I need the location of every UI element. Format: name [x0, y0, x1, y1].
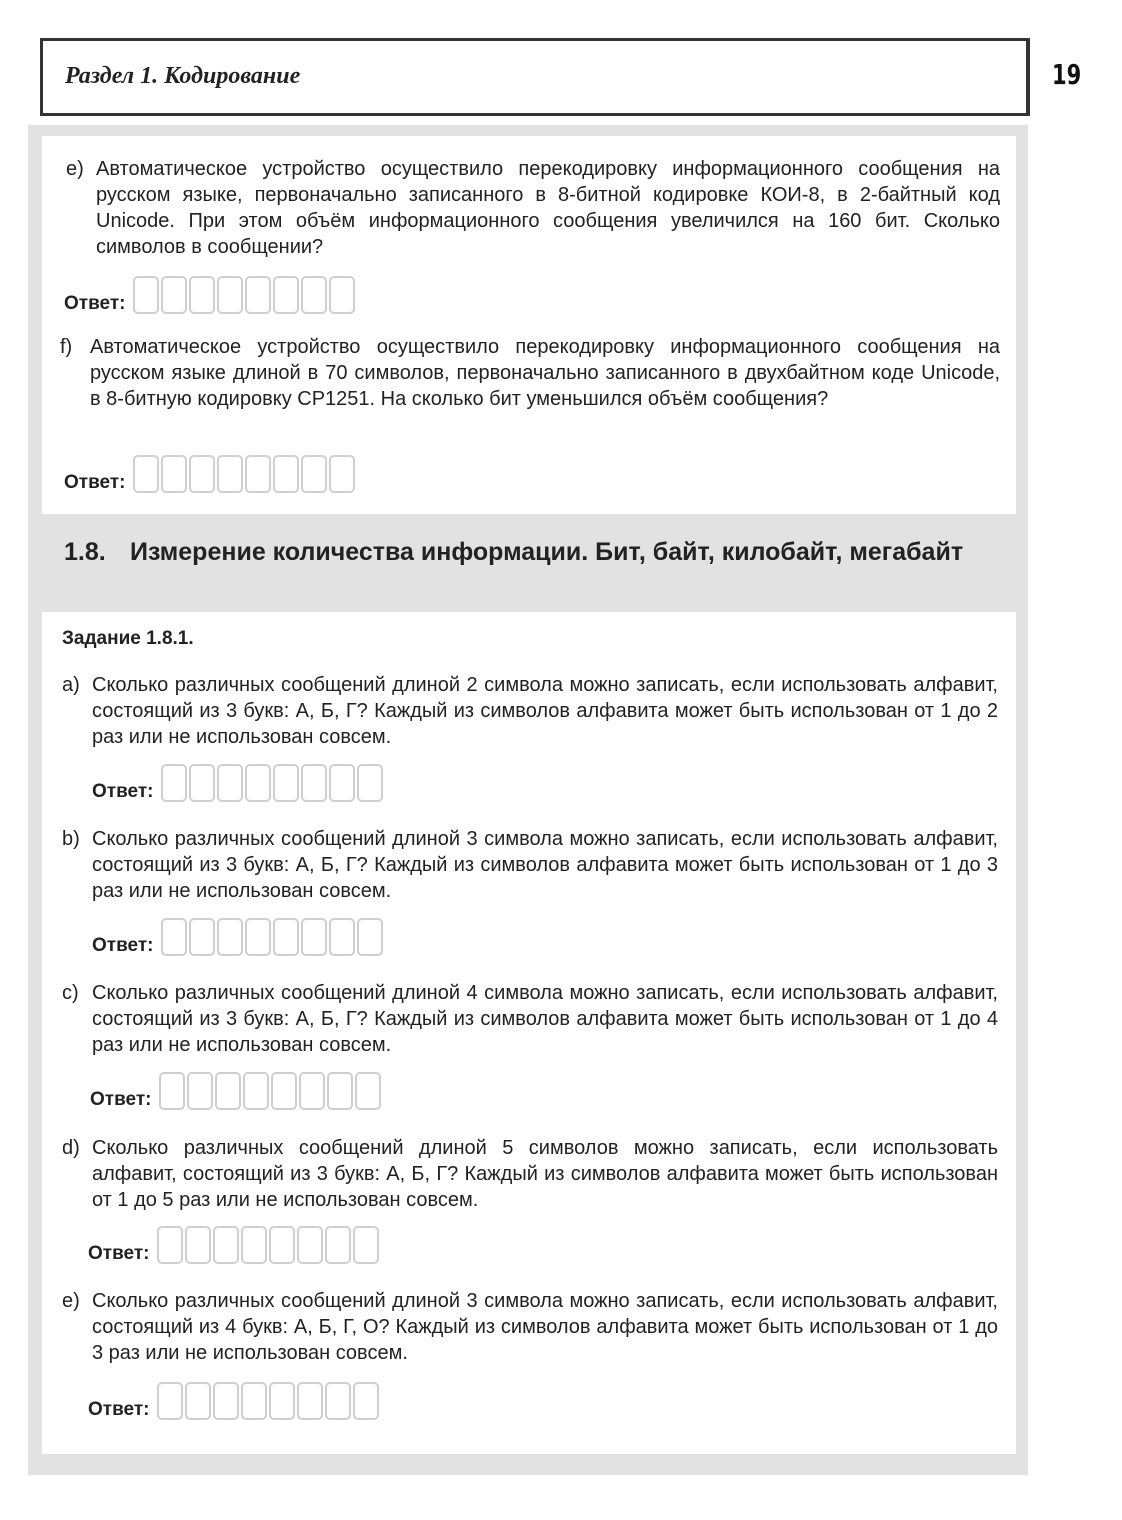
answer-cell[interactable] [353, 1226, 379, 1264]
answer-cell[interactable] [189, 276, 215, 314]
answer-cells[interactable] [157, 1226, 381, 1264]
answer-cell[interactable] [269, 1382, 295, 1420]
answer-cell[interactable] [187, 1072, 213, 1110]
answer-cell[interactable] [271, 1072, 297, 1110]
answer-cell[interactable] [299, 1072, 325, 1110]
answer-cell[interactable] [133, 455, 159, 493]
question-text: Автоматическое устройство осуществило перекодировку информационного сообщения на русском языке длиной в 70 символов, первоначально записанного в двухбайтном коде Unicode, в 8-битную кодировку CP1251. На сколько бит уменьшился объём сообщения? [90, 336, 1000, 410]
question-top-f [60, 334, 1000, 412]
answer-label: Ответ: [64, 472, 126, 493]
question-a [62, 672, 998, 750]
answer-cell[interactable] [273, 276, 299, 314]
answer-cell[interactable] [161, 455, 187, 493]
answer-cell[interactable] [189, 455, 215, 493]
answer-cell[interactable] [355, 1072, 381, 1110]
answer-cell[interactable] [217, 276, 243, 314]
answer-cell[interactable] [329, 455, 355, 493]
answer-cell[interactable] [245, 918, 271, 956]
question-text: Сколько различных сообщений длиной 3 символа можно записать, если использовать алфавит, состоящий из 3 букв: А, Б, Г? Каждый из символов алфавита может быть использован от 1 до 3 раз или не использован совсем. [92, 828, 998, 902]
question-letter: e) [66, 158, 84, 180]
question-text: Сколько различных сообщений длиной 2 символа можно записать, если использовать алфавит, состоящий из 3 букв: А, Б, Г? Каждый из символов алфавита может быть использован от 1 до 2 раз или не использован совсем. [92, 674, 998, 748]
answer-cell[interactable] [185, 1226, 211, 1264]
answer-cell[interactable] [243, 1072, 269, 1110]
answer-cell[interactable] [185, 1382, 211, 1420]
answer-cell[interactable] [297, 1382, 323, 1420]
answer-row [88, 1226, 381, 1264]
question-c [62, 980, 998, 1058]
answer-cell[interactable] [297, 1226, 323, 1264]
answer-cell[interactable] [161, 918, 187, 956]
answer-cell[interactable] [273, 918, 299, 956]
answer-cell[interactable] [133, 276, 159, 314]
answer-cell[interactable] [241, 1382, 267, 1420]
answer-cell[interactable] [353, 1382, 379, 1420]
question-letter: e) [62, 1290, 80, 1312]
answer-cell[interactable] [217, 764, 243, 802]
question-text: Сколько различных сообщений длиной 5 символов можно записать, если использовать алфавит, состоящий из 3 букв: А, Б, Г? Каждый из символов алфавита может быть использован от 1 до 5 раз или не использован совсем. [92, 1137, 998, 1211]
answer-cells[interactable] [157, 1382, 381, 1420]
answer-cell[interactable] [217, 918, 243, 956]
answer-cell[interactable] [217, 455, 243, 493]
section-number: 1.8. [64, 538, 106, 566]
answer-cell[interactable] [301, 918, 327, 956]
answer-row [92, 764, 385, 802]
answer-cell[interactable] [159, 1072, 185, 1110]
answer-cells[interactable] [133, 276, 357, 314]
answer-cell[interactable] [245, 276, 271, 314]
answer-cell[interactable] [357, 764, 383, 802]
answer-label: Ответ: [64, 293, 126, 314]
answer-row [88, 1382, 381, 1420]
question-d [62, 1135, 998, 1213]
question-text: Автоматическое устройство осуществило перекодировку информационного сообщения на русском языке, первоначально записанного в 8-битной кодировке КОИ-8, в 2-байтный код Unicode. При этом объём информационного сообщения увеличился на 160 бит. Сколько символов в сообщении? [96, 158, 1000, 258]
section-heading [64, 538, 1004, 566]
answer-cell[interactable] [213, 1382, 239, 1420]
question-top-e [66, 156, 1000, 260]
answer-row [92, 918, 385, 956]
answer-cell[interactable] [273, 455, 299, 493]
answer-cell[interactable] [189, 764, 215, 802]
question-letter: d) [62, 1137, 80, 1159]
question-letter: f) [60, 336, 73, 358]
task-title: Задание 1.8.1. [62, 628, 194, 649]
question-e [62, 1288, 998, 1366]
answer-cell[interactable] [189, 918, 215, 956]
answer-cell[interactable] [245, 455, 271, 493]
answer-cells[interactable] [159, 1072, 383, 1110]
question-letter: c) [62, 982, 79, 1004]
answer-label: Ответ: [90, 1089, 152, 1110]
question-b [62, 826, 998, 904]
answer-cell[interactable] [325, 1226, 351, 1264]
answer-cell[interactable] [329, 276, 355, 314]
answer-cell[interactable] [325, 1382, 351, 1420]
answer-cell[interactable] [157, 1382, 183, 1420]
answer-cell[interactable] [301, 764, 327, 802]
answer-row [64, 276, 357, 314]
answer-row [90, 1072, 383, 1110]
answer-cell[interactable] [301, 276, 327, 314]
answer-cell[interactable] [327, 1072, 353, 1110]
answer-cell[interactable] [157, 1226, 183, 1264]
answer-cell[interactable] [245, 764, 271, 802]
answer-cell[interactable] [215, 1072, 241, 1110]
answer-cell[interactable] [213, 1226, 239, 1264]
answer-cell[interactable] [241, 1226, 267, 1264]
answer-cell[interactable] [161, 764, 187, 802]
answer-label: Ответ: [88, 1243, 150, 1264]
header-title: Раздел 1. Кодирование [65, 63, 301, 89]
answer-cells[interactable] [161, 764, 385, 802]
question-letter: b) [62, 828, 80, 850]
answer-label: Ответ: [92, 935, 154, 956]
section-header [40, 38, 1030, 116]
answer-row [64, 455, 357, 493]
answer-label: Ответ: [88, 1399, 150, 1420]
answer-cell[interactable] [269, 1226, 295, 1264]
answer-cell[interactable] [273, 764, 299, 802]
page-number: 19 [1052, 58, 1082, 91]
answer-cells[interactable] [133, 455, 357, 493]
answer-cell[interactable] [329, 918, 355, 956]
answer-cell[interactable] [357, 918, 383, 956]
answer-cells[interactable] [161, 918, 385, 956]
answer-cell[interactable] [329, 764, 355, 802]
question-letter: a) [62, 674, 80, 696]
answer-label: Ответ: [92, 781, 154, 802]
answer-cell[interactable] [301, 455, 327, 493]
answer-cell[interactable] [161, 276, 187, 314]
section-title: Измерение количества информации. Бит, байт, килобайт, мегабайт [130, 538, 964, 566]
question-text: Сколько различных сообщений длиной 3 символа можно записать, если использовать алфавит, состоящий из 4 букв: А, Б, Г, О? Каждый из символов алфавита может быть использован от 1 до 3 раз или не использован совсем. [92, 1290, 998, 1364]
question-text: Сколько различных сообщений длиной 4 символа можно записать, если использовать алфавит, состоящий из 3 букв: А, Б, Г? Каждый из символов алфавита может быть использован от 1 до 4 раз или не использован совсем. [92, 982, 998, 1056]
